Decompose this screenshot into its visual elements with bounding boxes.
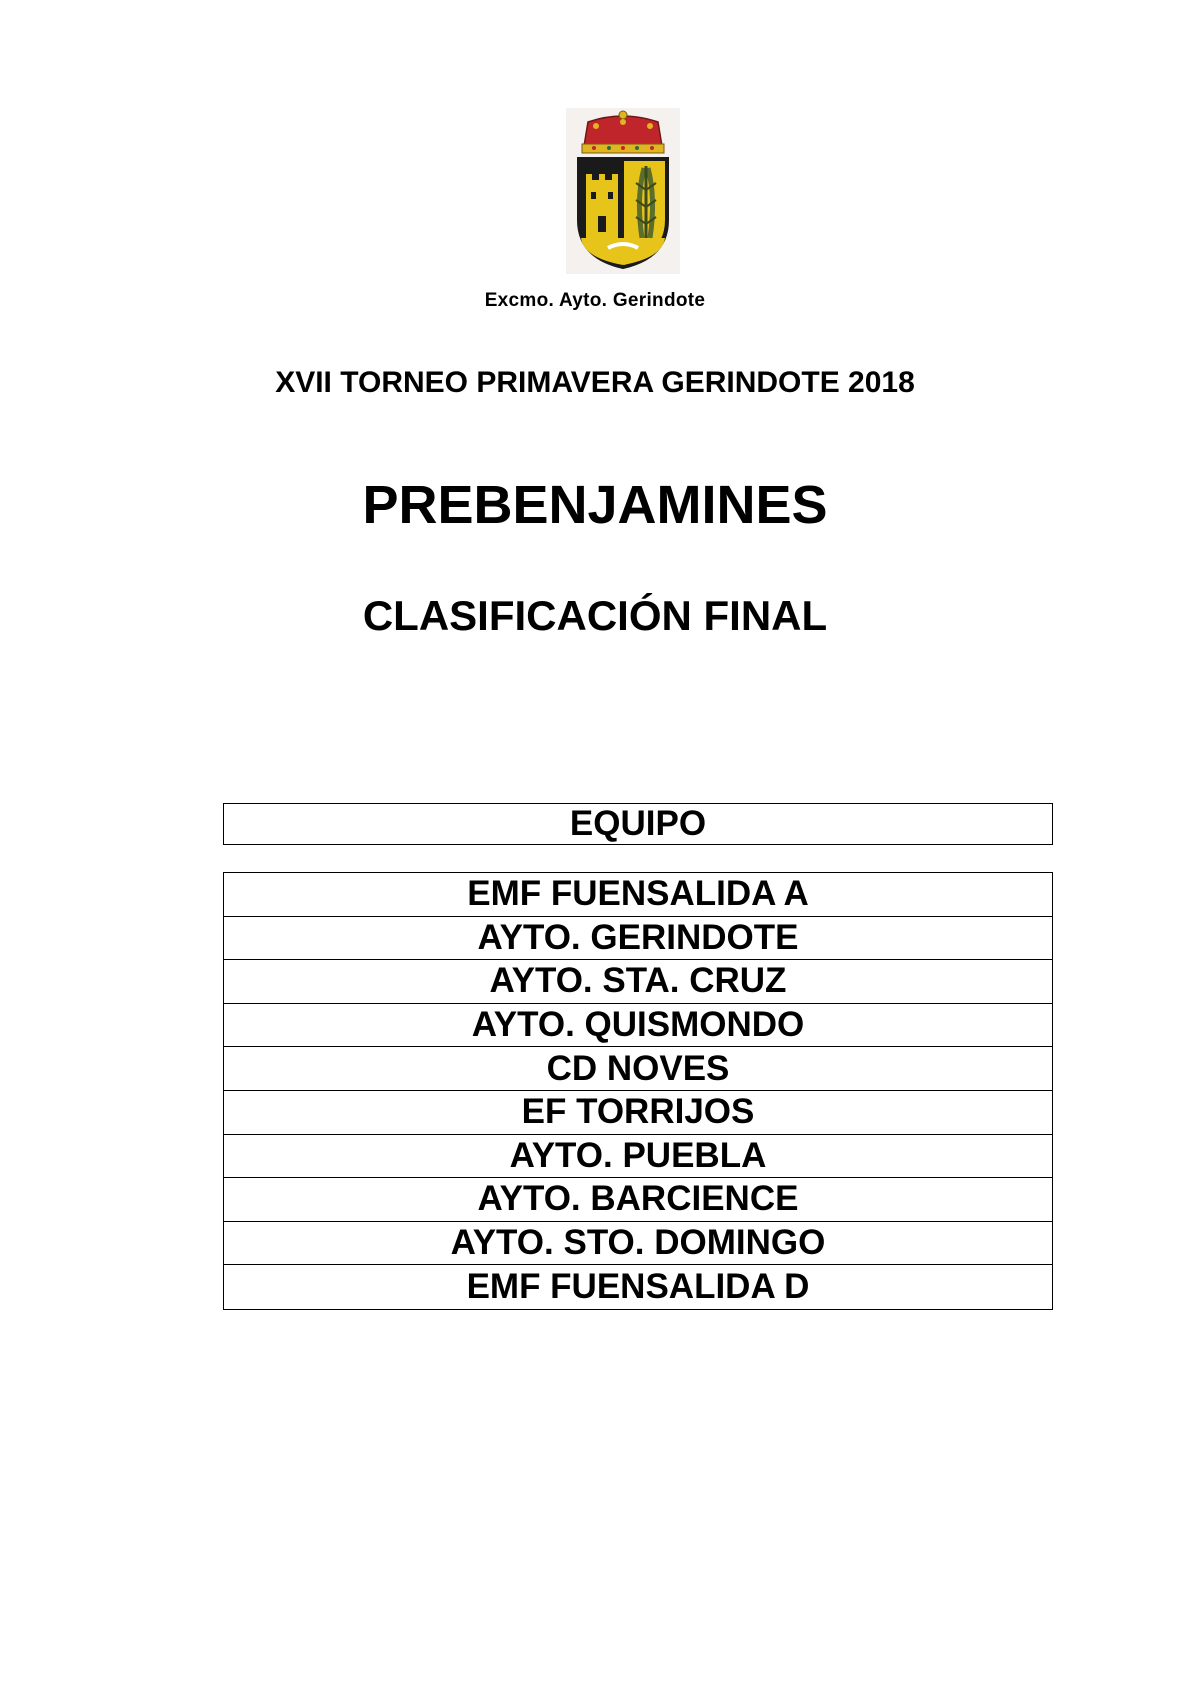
- standing-title: CLASIFICACIÓN FINAL: [362, 592, 828, 639]
- team-row: EMF FUENSALIDA A: [224, 873, 1052, 917]
- coat-of-arms-icon: [566, 108, 680, 274]
- tournament-title: XVII TORNEO PRIMAVERA GERINDOTE 2018: [275, 366, 915, 399]
- team-row: CD NOVES: [224, 1047, 1052, 1091]
- team-row: EF TORRIJOS: [224, 1091, 1052, 1135]
- category-title: PREBENJAMINES: [362, 475, 828, 535]
- team-row: AYTO. STO. DOMINGO: [224, 1222, 1052, 1266]
- team-row: AYTO. BARCIENCE: [224, 1178, 1052, 1222]
- team-row: EMF FUENSALIDA D: [466, 1267, 810, 1307]
- team-row: AYTO. STA. CRUZ: [224, 960, 1052, 1004]
- team-row: AYTO. QUISMONDO: [224, 1004, 1052, 1048]
- team-row: AYTO. GERINDOTE: [224, 917, 1052, 961]
- team-row: AYTO. PUEBLA: [224, 1135, 1052, 1179]
- team-column-header: EQUIPO: [223, 803, 1053, 845]
- council-name: Excmo. Ayto. Gerindote: [484, 290, 706, 311]
- team-standings-table: [223, 872, 1053, 1310]
